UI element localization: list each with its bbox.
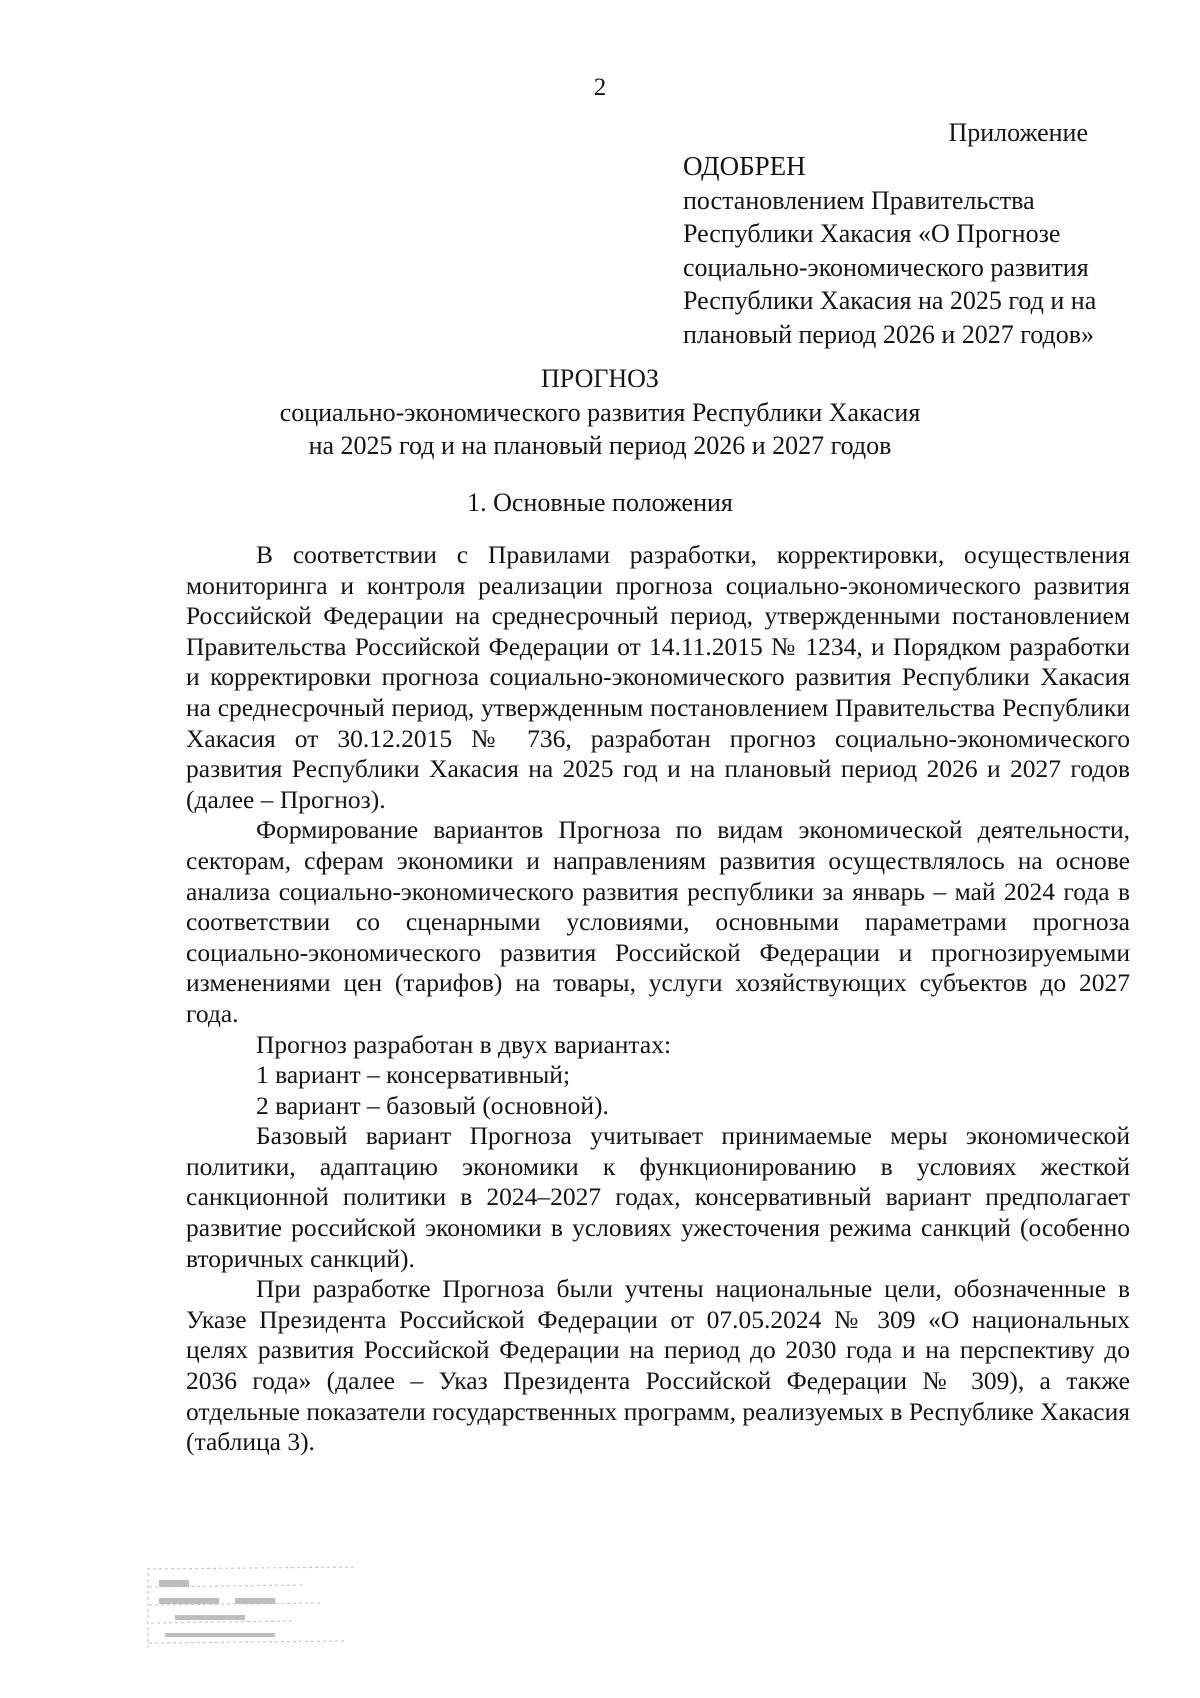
body-paragraph: Базовый вариант Прогноза учитывает принимаемые меры экономической политики, адаптацию экономики к функционированию в условиях жесткой санкционной политики в 2024–2027 годах, консервативный вариант предполагает развитие российской экономики в условиях ужесточения режима санкций (особенно вторичных санкций). [186,1121,1130,1273]
approval-line: постановлением Правительства [683,185,1035,215]
section-heading: 1. Основные положения [467,488,733,517]
approval-block [683,150,1103,351]
approval-line: Республики Хакасия на 2025 год и на [683,286,1097,315]
document-body [186,540,1130,1458]
document-subtitle [0,396,1200,462]
document-title: ПРОГНОЗ [541,364,659,393]
body-paragraph: Формирование вариантов Прогноза по видам экономической деятельности, секторам, сферам экономики и направлениям развития осуществлялось на основе анализа социально-экономического развития республики за январь – май 2024 года в соответствии со сценарными условиями, основными параметрами прогноза социально-экономического развития Российской Федерации и прогнозируемыми изменениями цен (тарифов) на товары, услуги хозяйствующих субъектов до 2027 года. [186,815,1130,1028]
body-paragraph: При разработке Прогноза были учтены национальные цели, обозначенные в Указе Президента Российской Федерации от 07.05.2024 № 309 «О национальных целях развития Российской Федерации на период до 2030 года и на перспективу до 2036 года» (далее – Указ Президента Российской Федерации № 309), а также отдельные показатели государственных программ, реализуемых в Республике Хакасия (таблица 3). [186,1274,1130,1457]
list-item: 1 вариант – консервативный; [256,1060,571,1090]
subtitle-line: социально-экономического развития Республики Хакасия [279,398,921,427]
approval-line: плановый период 2026 и 2027 годов» [683,319,1095,349]
approval-heading: ОДОБРЕН [683,151,806,181]
body-paragraph: В соответствии с Правилами разработки, корректировки, осуществления мониторинга и контроля реализации прогноза социально-экономического развития Российской Федерации на среднесрочный период, утвержденными постановлением Правительства Российской Федерации от 14.11.2015 № 1234, и Порядком разработки и корректировки прогноза социально-экономического развития Республики Хакасия на среднесрочный период, утвержденным постановлением Правительства Республики Хакасия от 30.12.2015 № 736, разработан прогноз социально-экономического развития Республики Хакасия на 2025 год и на плановый период 2026 и 2027 годов (далее – Прогноз). [186,540,1130,814]
approval-line: социально-экономического развития [683,252,1089,282]
list-item: 2 вариант – базовый (основной). [256,1090,609,1120]
faint-stamp-image [145,1563,360,1653]
body-paragraph: Прогноз разработан в двух вариантах: [256,1029,672,1059]
subtitle-line: на 2025 год и на плановый период 2026 и 2027 годов [308,431,892,460]
appendix-label: Приложение [948,118,1088,147]
page-number: 2 [593,74,607,101]
approval-line: Республики Хакасия «О Прогнозе [683,219,1061,248]
